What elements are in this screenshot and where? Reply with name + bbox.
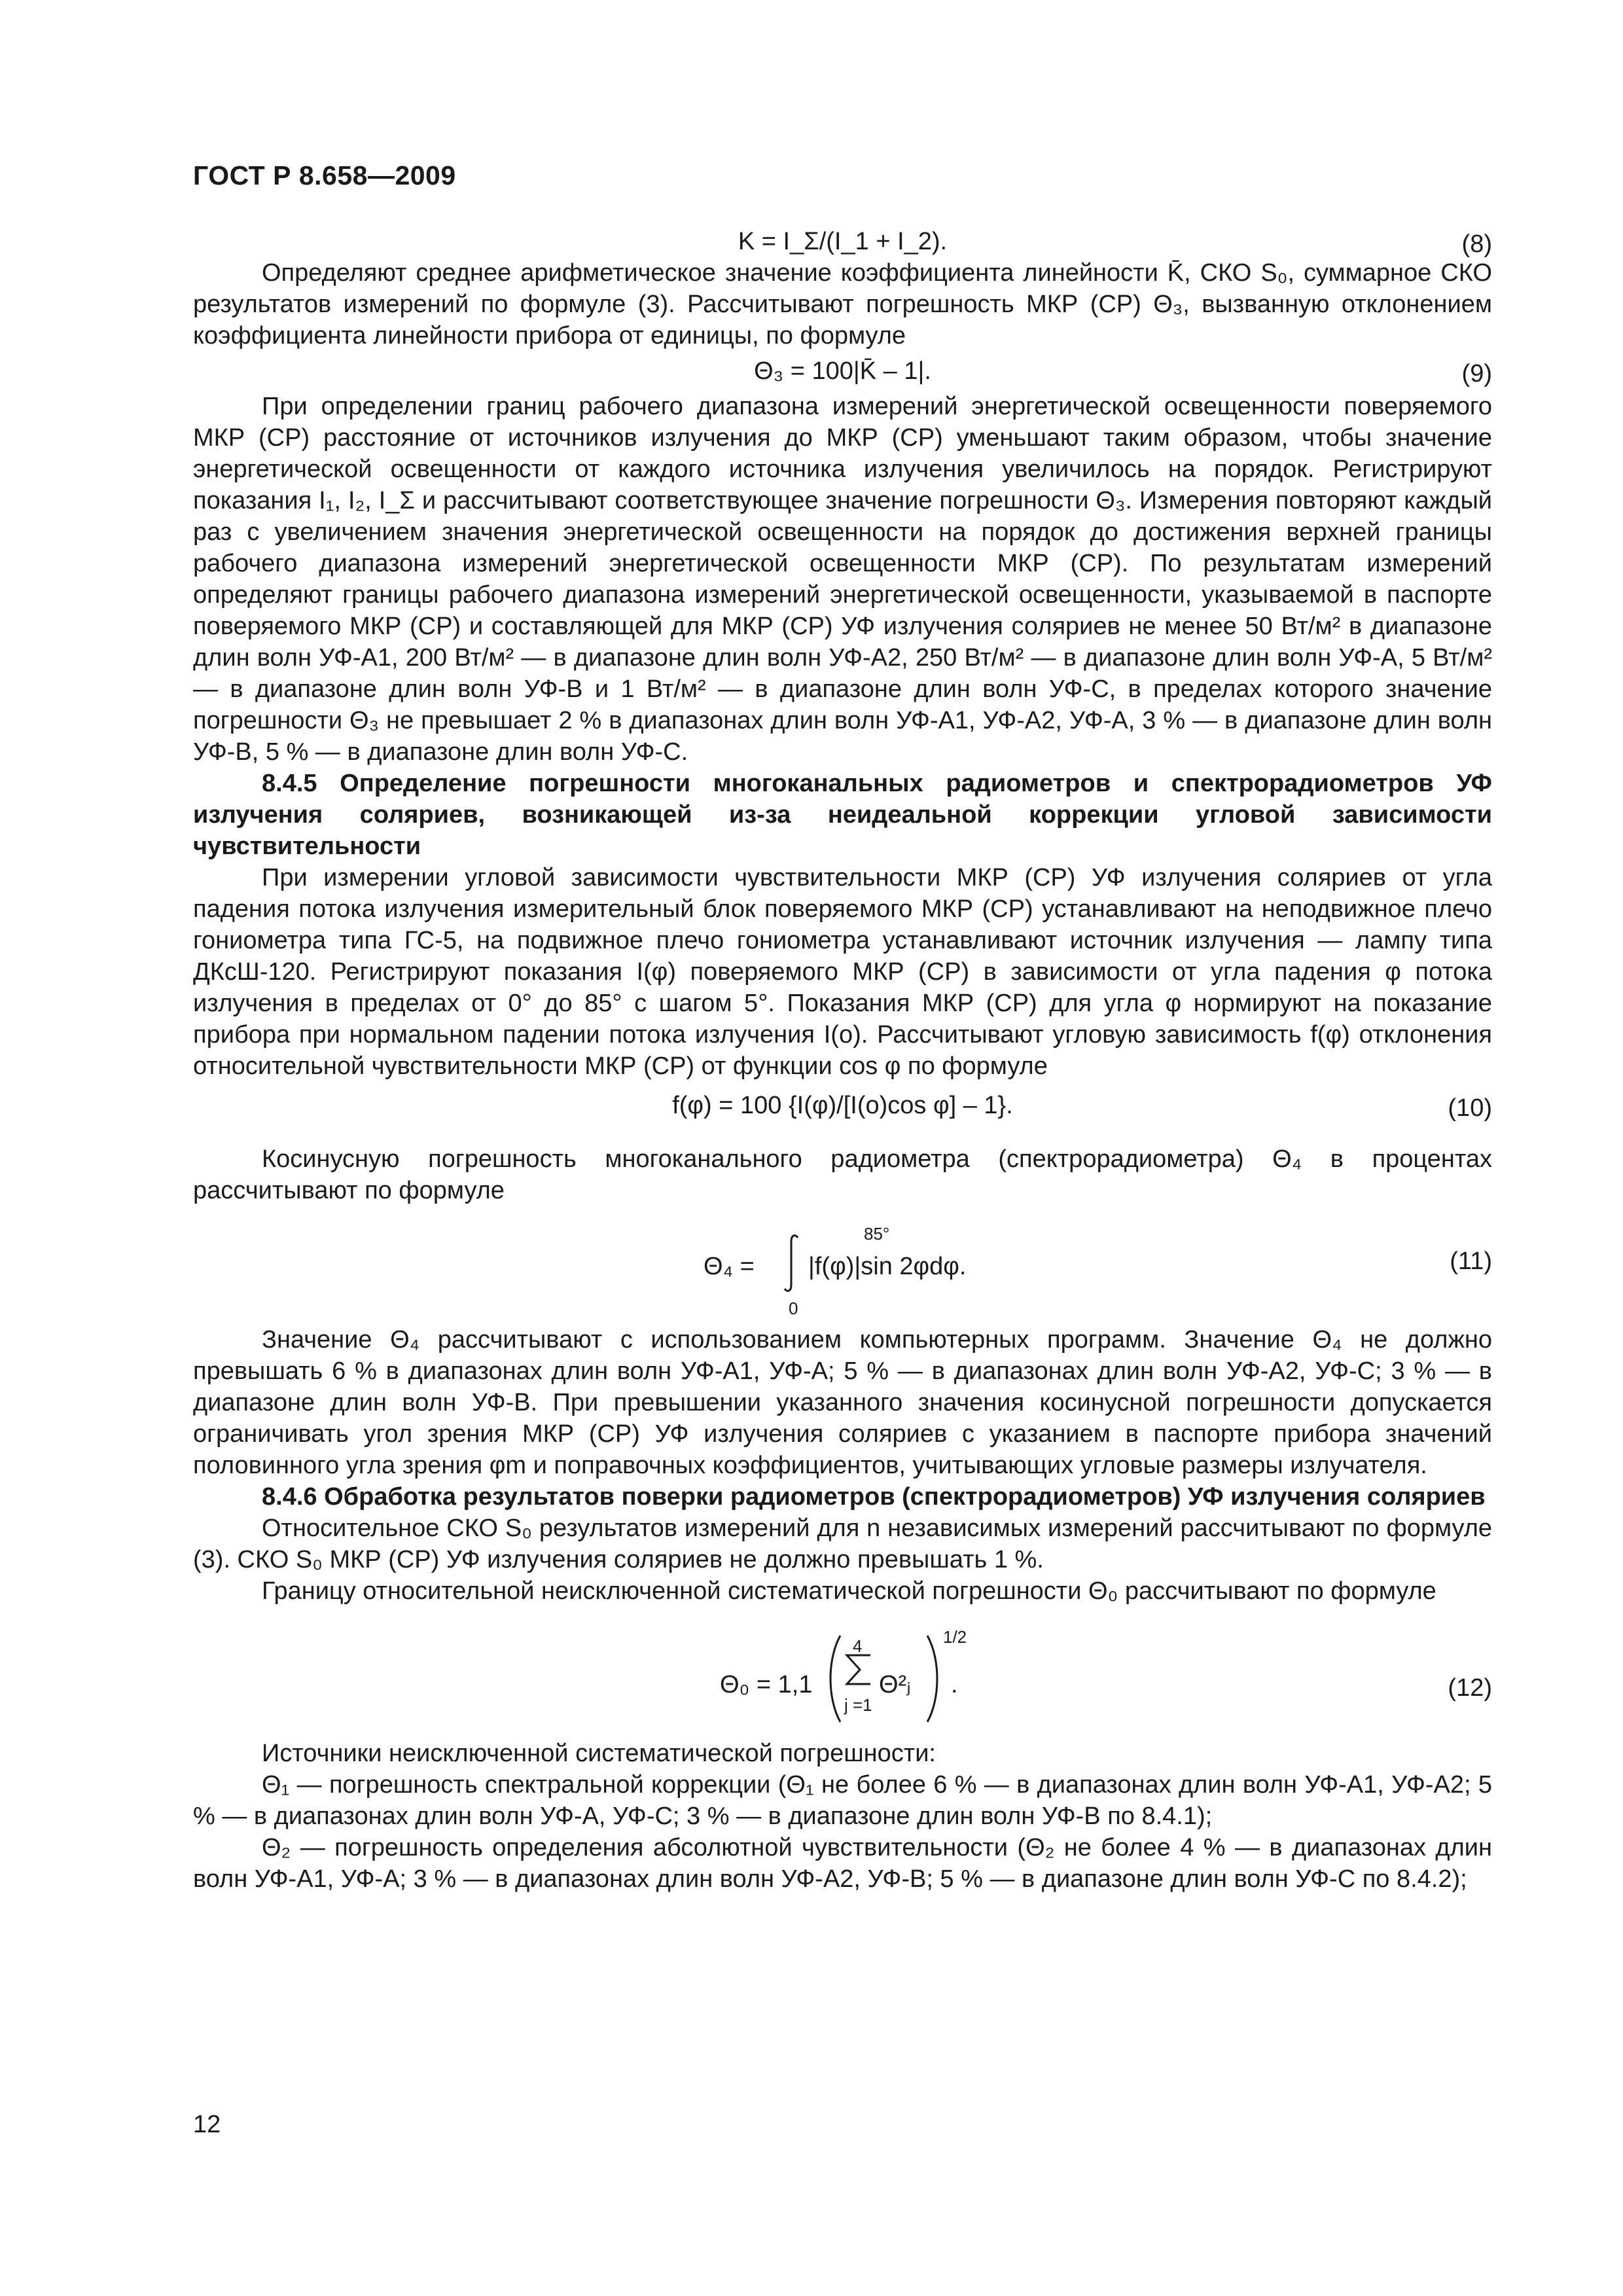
paragraph-theta-2: Θ₂ — погрешность определения абсолютной чувствительности (Θ₂ не более 4 % — в диапазонах длин волн УФ-А1, УФ-А; 3 % — в диапазонах длин волн УФ-А2, УФ-В; 5 % — в диапазоне длин волн УФ-С по 8.4.2); xyxy=(193,1834,1492,1893)
formula-11 xyxy=(193,1206,1492,1324)
formula-12 xyxy=(193,1607,1492,1738)
formula-12-tail: . xyxy=(951,1671,958,1698)
paragraph-cosine-limits: Значение Θ₄ рассчитывают с использованием компьютерных программ. Значение Θ₄ не должно превышать 6 % в диапазонах длин волн УФ-А1, УФ-А; 5 % — в диапазонах длин волн УФ-А2, УФ-С; 3 % — в диапазоне длин волн УФ-В. При превышении указанного значения косинусной погрешности допускается ограничивать угол зрения МКР (СР) УФ излучения соляриев с указанием в паспорте прибора значений половинного угла зрения φm и поправочных коэффициентов, учитывающих угловые размеры излучателя. xyxy=(193,1326,1492,1479)
paragraph-working-range: При определении границ рабочего диапазона измерений энергетической освещенности поверяемого МКР (СР) расстояние от источников излучения до МКР (СР) уменьшают таким образом, чтобы значение энергетической освещенности от каждого источника излучения увеличилось на порядок. Регистрируют показания I₁, I₂, I_Σ и рассчитывают соответствующее значение погрешности Θ₃. Измерения повторяют каждый раз с увеличением значения энергетической освещенности на порядок до достижения верхней границы рабочего диапазона измерений энергетической освещенности МКР (СР). По результатам измерений определяют границы рабочего диапазона измерений энергетической освещенности, указываемой в паспорте поверяемого МКР (СР) и составляющей для МКР (СР) УФ излучения соляриев не менее 50 Вт/м² в диапазоне длин волн УФ-А1, 200 Вт/м² — в диапазоне длин волн УФ-А2, 250 Вт/м² — в диапазоне длин волн УФ-А, 5 Вт/м² — в диапазоне длин волн УФ-В и 1 Вт/м² — в диапазоне длин волн УФ-С, в пределах которого значение погрешности Θ₃ не превышает 2 % в диапазонах длин волн УФ-А1, УФ-А2, УФ-А, 3 % — в диапазоне длин волн УФ-В, 5 % — в диапазоне длин волн УФ-С. xyxy=(193,393,1492,766)
section-heading-8-4-6: 8.4.6 Обработка результатов поверки радиометров (спектрорадиометров) УФ излучения соляриев xyxy=(262,1483,1486,1511)
integral-upper-limit: 85° xyxy=(864,1224,890,1244)
document-header: ГОСТ Р 8.658—2009 xyxy=(193,160,456,190)
power-label: 1/2 xyxy=(943,1627,967,1647)
formula-11-number: (11) xyxy=(1450,1247,1492,1275)
page-number: 12 xyxy=(193,2111,221,2138)
formula-9-number: (9) xyxy=(1461,360,1492,387)
sum-term: Θ²ⱼ xyxy=(879,1671,911,1698)
formula-12-lhs: Θ₀ = 1,1 xyxy=(720,1671,813,1698)
paragraph-cosine-error: Косинусную погрешность многоканального радиометра (спектрорадиометра) Θ₄ в процентах рассчитывают по формуле xyxy=(193,1145,1492,1204)
sigma-icon xyxy=(844,1653,873,1695)
formula-11-integrand: |f(φ)|sin 2φdφ. xyxy=(808,1253,967,1280)
integral-sign-icon xyxy=(782,1232,802,1302)
document-body xyxy=(193,226,1492,1895)
paragraph-angular-dependence: При измерении угловой зависимости чувствительности МКР (СР) УФ излучения соляриев от угла падения потока излучения измерительный блок поверяемого МКР (СР) устанавливают на неподвижное плечо гониометра типа ГС-5, на подвижное плечо гониометра устанавливают источник излучения — лампу типа ДКсШ-120. Регистрируют показания I(φ) поверяемого МКР (СР) в зависимости от угла падения φ потока излучения в пределах от 0° до 85° с шагом 5°. Показания МКР (СР) для угла φ нормируют на показание прибора при нормальном падении потока излучения I(о). Рассчитывают угловую зависимость f(φ) отклонения относительной чувствительности МКР (СР) от функции cos φ по формуле xyxy=(193,864,1493,1080)
sum-upper-limit: 4 xyxy=(853,1636,863,1656)
formula-8-number: (8) xyxy=(1461,230,1492,258)
paragraph-relative-sko: Относительное СКО S₀ результатов измерений для n независимых измерений рассчитывают по формуле (3). СКО S₀ МКР (СР) УФ излучения соляриев не должно превышать 1 %. xyxy=(193,1515,1492,1573)
formula-9-expression: Θ₃ = 100|K̄ – 1|. xyxy=(754,357,931,385)
paragraph-linearity: Определяют среднее арифметическое значение коэффициента линейности K̄, СКО S₀, суммарное СКО результатов измерений по формуле (3). Рассчитывают погрешность МКР (СР) Θ₃, вызванную отклонением коэффициента линейности прибора от единицы, по формуле xyxy=(193,259,1492,350)
paragraph-sources-title: Источники неисключенной систематической погрешности: xyxy=(262,1740,936,1767)
formula-9 xyxy=(193,355,1492,387)
formula-10 xyxy=(193,1090,1492,1121)
formula-11-lhs: Θ₄ = xyxy=(704,1253,755,1280)
formula-10-expression: f(φ) = 100 {I(φ)/[I(о)cos φ] – 1}. xyxy=(672,1092,1013,1119)
right-paren-icon xyxy=(925,1633,943,1732)
formula-8-expression: K = I_Σ/(I_1 + I_2). xyxy=(738,228,948,255)
formula-8 xyxy=(193,226,1492,257)
sum-lower-limit: j =1 xyxy=(844,1695,872,1715)
left-paren-icon xyxy=(825,1633,843,1732)
formula-12-number: (12) xyxy=(1448,1674,1492,1702)
paragraph-theta-1: Θ₁ — погрешность спектральной коррекции (Θ₁ не более 6 % — в диапазонах длин волн УФ-А1, УФ-А2; 5 % — в диапазонах длин волн УФ-А, УФ-С; 3 % — в диапазоне длин волн УФ-В по 8.4.1); xyxy=(193,1771,1492,1830)
paragraph-systematic-bound: Границу относительной неисключенной систематической погрешности Θ₀ рассчитывают по формуле xyxy=(262,1577,1436,1605)
formula-10-number: (10) xyxy=(1448,1094,1492,1122)
section-heading-8-4-5: 8.4.5 Определение погрешности многоканальных радиометров и спектрорадиометров УФ излучения соляриев, возникающей из-за неидеальной коррекции угловой зависимости чувствительности xyxy=(193,770,1492,860)
integral-lower-limit: 0 xyxy=(789,1299,798,1318)
